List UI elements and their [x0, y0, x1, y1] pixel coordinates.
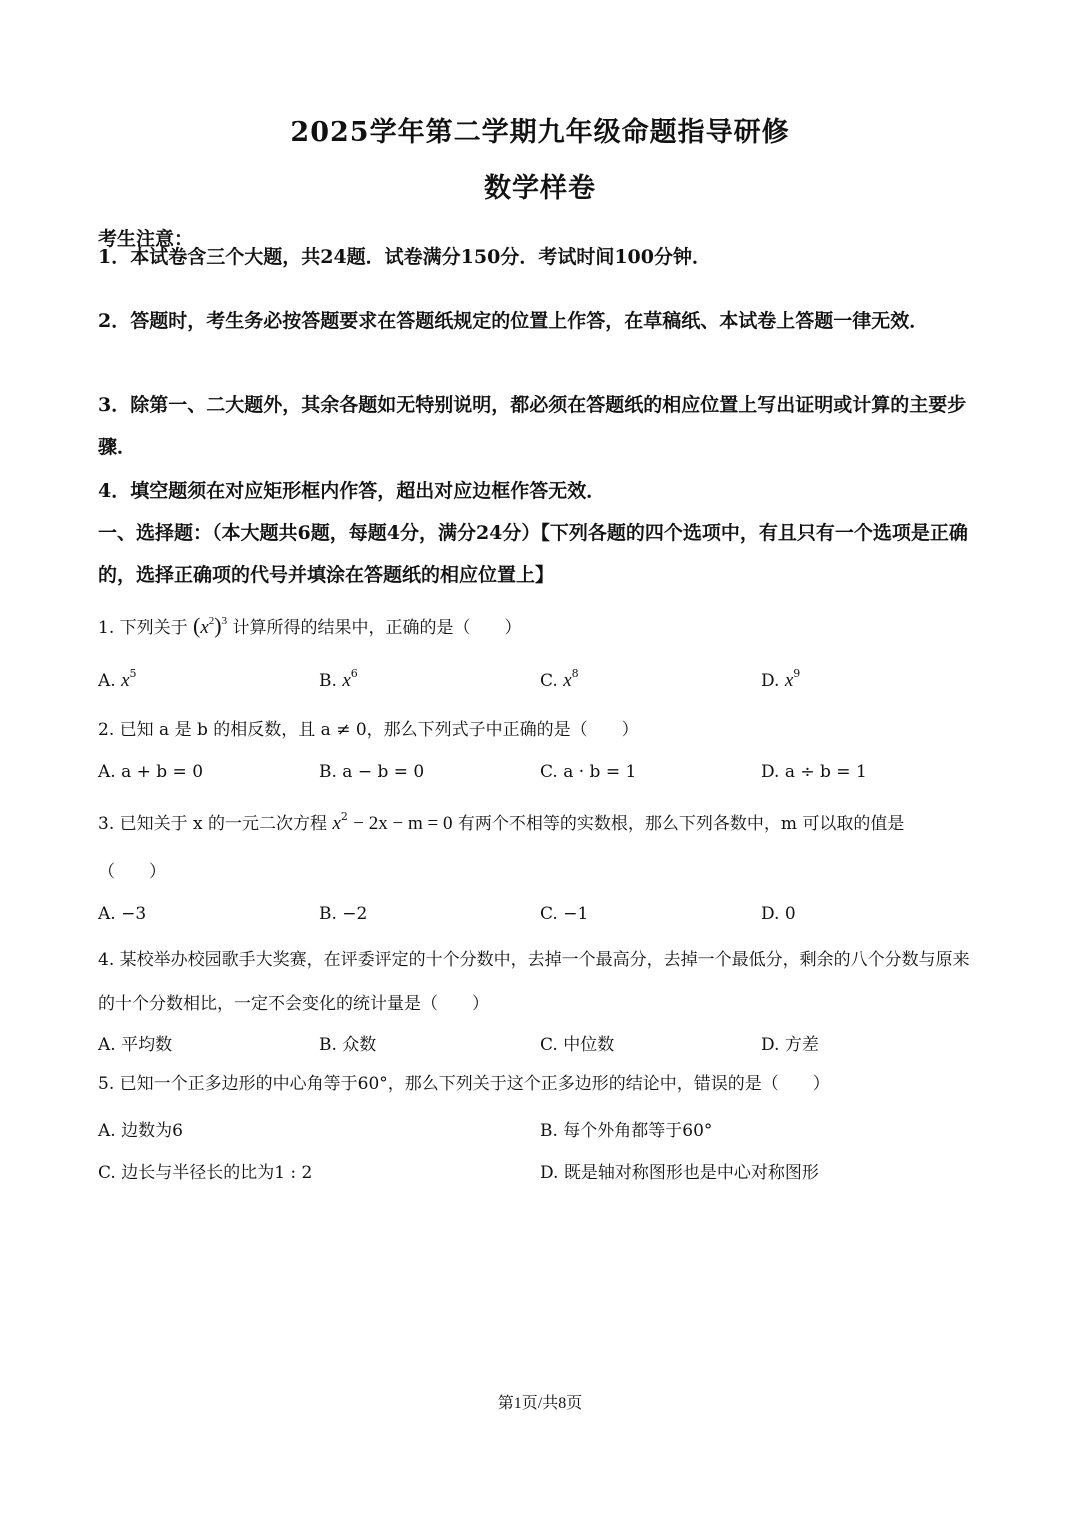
option-b[interactable]: B. −2 [319, 904, 368, 924]
question-3: 3. 已知关于 x 的一元二次方程 $x^2 - 2x - m = 0$ 有两个不相等的实数根，那么下列各数中，m 可以取的值是 [98, 810, 905, 834]
question-4: 4. 某校举办校园歌手大奖赛，在评委评定的十个分数中，去掉一个最高分，去掉一个最低分，剩余的八个分数与原来的十个分数相比，一定不会变化的统计量是（ ） [98, 950, 970, 1014]
option-b[interactable]: B. 每个外角都等于60° [540, 1121, 713, 1141]
option-c[interactable]: C. $x^8$ [540, 667, 579, 691]
option-a[interactable]: A. −3 [98, 904, 147, 924]
notice-heading: 考生注意： [98, 228, 194, 250]
question-1-options [98, 667, 982, 700]
option-d[interactable]: D. 既是轴对称图形也是中心对称图形 [540, 1163, 819, 1183]
option-a[interactable]: A. 平均数 [98, 1035, 173, 1055]
option-a[interactable]: A. $x^5$ [98, 667, 137, 691]
question-2: 2. 已知 a 是 b 的相反数，且 a ≠ 0，那么下列式子中正确的是（ ） [98, 720, 639, 740]
question-3-options [98, 904, 982, 934]
option-b[interactable]: B. a − b = 0 [319, 762, 425, 782]
page-title: 2025学年第二学期九年级命题指导研修 [290, 117, 790, 148]
option-d[interactable]: D. 方差 [761, 1035, 819, 1055]
option-b[interactable]: B. $x^6$ [319, 667, 358, 691]
question-3-stem-b: 有两个不相等的实数根，那么下列各数中，m 可以取的值是 [457, 814, 905, 834]
question-3-equation: − 2x − m = 0 [353, 813, 453, 834]
page-subtitle: 数学样卷 [484, 173, 596, 204]
notice-item-3: 3．除第一、二大题外，其余各题如无特别说明，都必须在答题纸的相应位置上写出证明或计算的主要步骤． [98, 394, 967, 458]
question-4-options [98, 1030, 982, 1060]
question-3-stem-a: 3. 已知关于 x 的一元二次方程 [98, 814, 328, 834]
option-c[interactable]: C. 边长与半径长的比为1 : 2 [98, 1163, 313, 1183]
option-a[interactable]: A. 边数为6 [98, 1121, 183, 1141]
option-c[interactable]: C. a · b = 1 [540, 762, 637, 782]
option-c[interactable]: C. −1 [540, 904, 589, 924]
question-1-stem-a: 1. 下列关于 [98, 618, 188, 638]
question-1-stem-b: 计算所得的结果中，正确的是（ ） [232, 618, 522, 638]
question-5-options-row-2 [98, 1158, 982, 1188]
question-5: 5. 已知一个正多边形的中心角等于60°，那么下列关于这个正多边形的结论中，错误的是（ ） [98, 1074, 830, 1094]
question-1-expression: $(x^2)^3$ [193, 613, 228, 638]
notice-item-4: 4．填空题须在对应矩形框内作答，超出对应边框作答无效． [98, 480, 606, 502]
option-d[interactable]: D. $x^9$ [761, 667, 801, 691]
option-b[interactable]: B. 众数 [319, 1035, 377, 1055]
question-3-paren: （ ） [98, 862, 166, 882]
question-5-options-row-1 [98, 1116, 982, 1146]
question-1 [98, 606, 982, 648]
option-d[interactable]: D. a ÷ b = 1 [761, 762, 867, 782]
option-c[interactable]: C. 中位数 [540, 1035, 615, 1055]
page-footer: 第1页/共8页 [497, 1395, 583, 1412]
option-a[interactable]: A. a + b = 0 [98, 762, 204, 782]
notice-item-1: 1．本试卷含三个大题，共24题．试卷满分150分．考试时间100分钟． [98, 246, 711, 268]
option-d[interactable]: D. 0 [761, 904, 796, 924]
question-2-options [98, 762, 982, 792]
section-heading: 一、选择题：（本大题共6题，每题4分，满分24分）【下列各题的四个选项中，有且只有一个选项是正确的，选择正确项的代号并填涂在答题纸的相应位置上】 [98, 522, 968, 586]
notice-item-2: 2．答题时，考生务必按答题要求在答题纸规定的位置上作答，在草稿纸、本试卷上答题一律无效． [98, 310, 929, 332]
